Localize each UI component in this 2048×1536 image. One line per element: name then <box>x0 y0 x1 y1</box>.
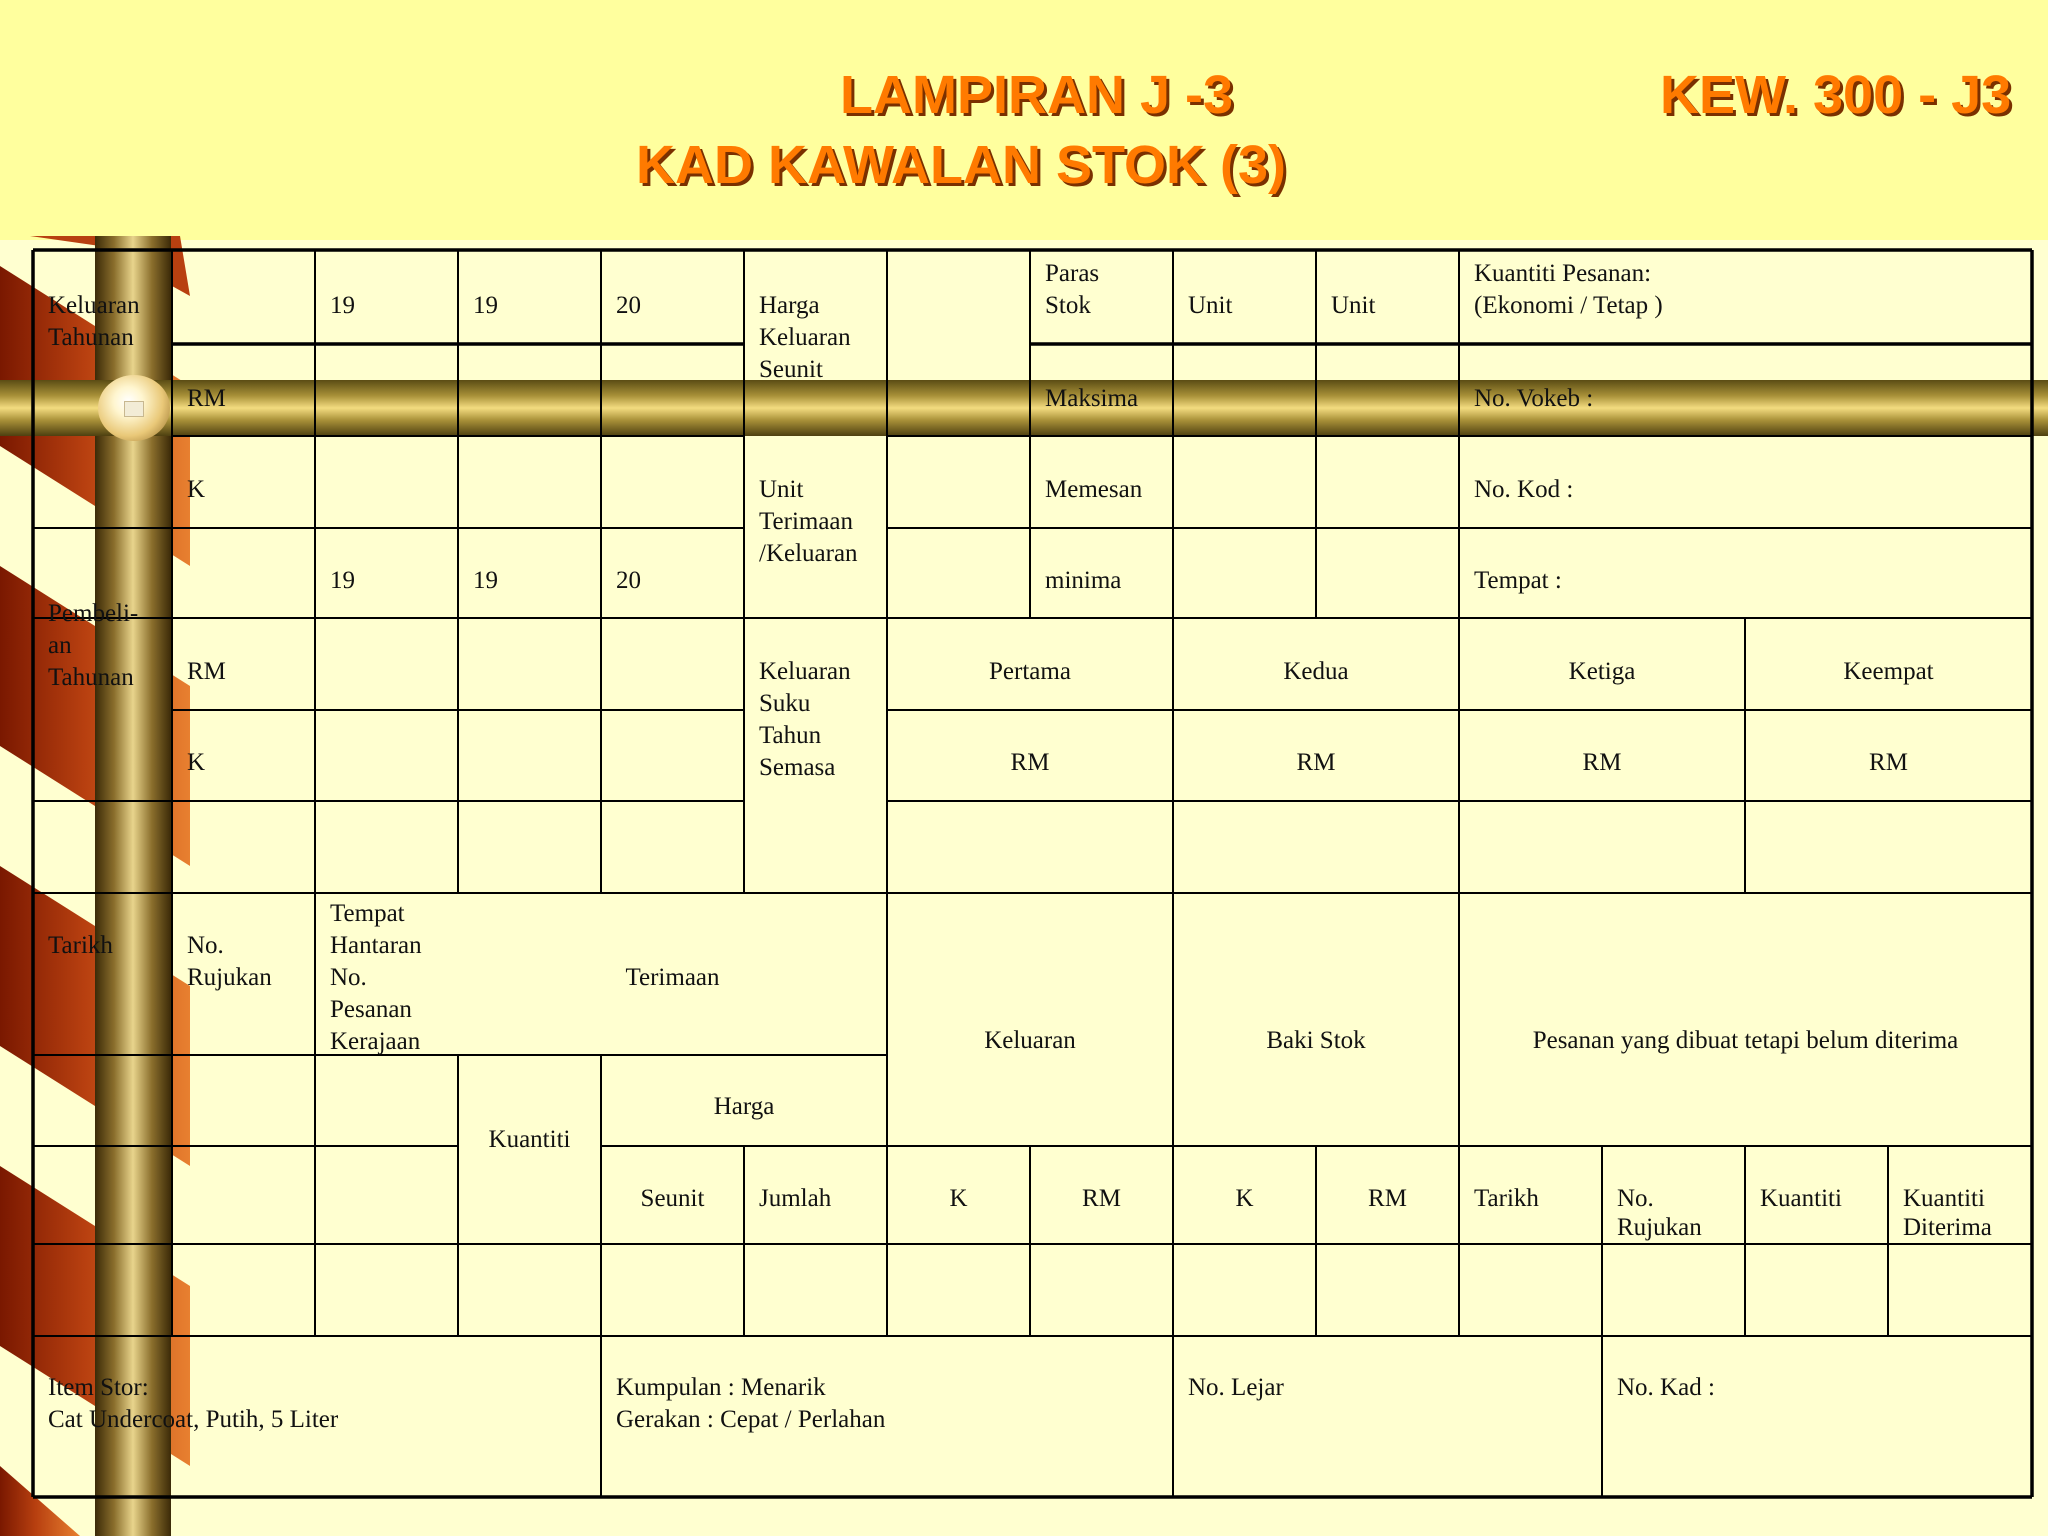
kuantiti-diterima-header-2: Diterima <box>1903 1214 1992 1241</box>
paras-stok-label-1: Paras <box>1045 260 1100 287</box>
no-rujukan-header-2: Rujukan <box>187 964 272 991</box>
no-vokeb-label: No. Vokeb : <box>1474 385 1594 412</box>
quarter-rm-3: RM <box>1582 749 1622 776</box>
keluaran-tahunan-label-1: Keluaran <box>48 292 140 319</box>
tempat-hantaran-header-5: Kerajaan <box>330 1028 421 1055</box>
kuantiti-header: Kuantiti <box>488 1126 571 1153</box>
keluaran-k-header: K <box>949 1185 968 1212</box>
keluaran-header: Keluaran <box>984 1027 1076 1054</box>
keluaran-tahunan-label-2: Tahunan <box>48 324 134 351</box>
kuantiti-pesanan-label: Kuantiti Pesanan: <box>1474 260 1652 287</box>
seunit-header: Seunit <box>640 1185 705 1212</box>
baki-stok-header: Baki Stok <box>1266 1027 1366 1054</box>
unit-label-2: Unit <box>1331 292 1376 319</box>
quarter-rm-4: RM <box>1869 749 1908 776</box>
unit-terimaan-label-3: /Keluaran <box>759 540 858 567</box>
keluaran-suku-label-3: Tahun <box>759 722 822 749</box>
no-kad-field: No. Kad : <box>1617 1374 1715 1401</box>
item-stor-value: Cat Undercoat, Putih, 5 Liter <box>48 1406 339 1433</box>
year-20: 20 <box>616 292 641 319</box>
pesanan-kuantiti-header: Kuantiti <box>1760 1185 1842 1212</box>
baki-k-header: K <box>1235 1185 1254 1212</box>
harga-header: Harga <box>713 1093 775 1120</box>
no-rujukan-header-1: No. <box>187 932 224 959</box>
unit-label-1: Unit <box>1188 292 1233 319</box>
k-label-keluaran: K <box>187 476 206 503</box>
quarter-kedua: Kedua <box>1283 658 1349 685</box>
tempat-hantaran-header-2: Hantaran <box>330 932 422 959</box>
year-19-a: 19 <box>330 292 355 319</box>
minima-label: minima <box>1045 567 1122 594</box>
keluaran-suku-label-2: Suku <box>759 690 811 717</box>
rm-label-pembelian: RM <box>187 658 226 685</box>
kumpulan-field: Kumpulan : Menarik <box>616 1374 826 1401</box>
harga-keluaran-label-3: Seunit <box>759 356 823 383</box>
pembelian-tahunan-label-1: Pembeli- <box>48 600 139 627</box>
unit-terimaan-label-1: Unit <box>759 476 804 503</box>
quarter-ketiga: Ketiga <box>1568 658 1636 685</box>
memesan-label: Memesan <box>1045 476 1143 503</box>
year2-19-b: 19 <box>473 567 498 594</box>
baki-rm-header: RM <box>1368 1185 1407 1212</box>
maksima-label: Maksima <box>1045 385 1139 412</box>
page-subtitle: KAD KAWALAN STOK (3) <box>636 135 1287 195</box>
item-stor-label: Item Stor: <box>48 1374 149 1401</box>
kuantiti-pesanan-type: (Ekonomi / Tetap ) <box>1474 292 1663 319</box>
k-label-pembelian: K <box>187 749 206 776</box>
paras-stok-label-2: Stok <box>1045 292 1091 319</box>
pesanan-tarikh-header: Tarikh <box>1474 1185 1539 1212</box>
tempat-hantaran-header-3: No. <box>330 964 367 991</box>
tarikh-header: Tarikh <box>48 932 113 959</box>
terimaan-header: Terimaan <box>625 964 720 991</box>
year2-20: 20 <box>616 567 641 594</box>
year-19-b: 19 <box>473 292 498 319</box>
tempat-hantaran-header-4: Pesanan <box>330 996 412 1023</box>
quarter-pertama: Pertama <box>989 658 1071 685</box>
harga-keluaran-label-2: Keluaran <box>759 324 851 351</box>
page-title: LAMPIRAN J -3 <box>840 65 1234 125</box>
tempat-label: Tempat : <box>1474 567 1562 594</box>
rm-label-keluaran: RM <box>187 385 226 412</box>
pesanan-no-rujukan-header-2: Rujukan <box>1617 1214 1702 1241</box>
no-lejar-field: No. Lejar <box>1188 1374 1284 1401</box>
jumlah-header: Jumlah <box>759 1185 832 1212</box>
kuantiti-diterima-header-1: Kuantiti <box>1903 1185 1985 1212</box>
pesanan-no-rujukan-header-1: No. <box>1617 1185 1654 1212</box>
unit-terimaan-label-2: Terimaan <box>759 508 854 535</box>
no-kod-label: No. Kod : <box>1474 476 1574 503</box>
year2-19-a: 19 <box>330 567 355 594</box>
keluaran-suku-label-4: Semasa <box>759 754 836 781</box>
pesanan-header: Pesanan yang dibuat tetapi belum diterima <box>1532 1027 1959 1054</box>
quarter-rm-1: RM <box>1010 749 1050 776</box>
pembelian-tahunan-label-3: Tahunan <box>48 664 134 691</box>
keluaran-suku-label-1: Keluaran <box>759 658 851 685</box>
harga-keluaran-label-1: Harga <box>759 292 820 319</box>
gerakan-field: Gerakan : Cepat / Perlahan <box>616 1406 886 1433</box>
tempat-hantaran-header-1: Tempat <box>330 900 405 927</box>
pembelian-tahunan-label-2: an <box>48 632 72 659</box>
quarter-keempat: Keempat <box>1843 658 1934 685</box>
keluaran-rm-header: RM <box>1082 1185 1121 1212</box>
form-code: KEW. 300 - J3 <box>1660 65 2012 125</box>
quarter-rm-2: RM <box>1296 749 1336 776</box>
